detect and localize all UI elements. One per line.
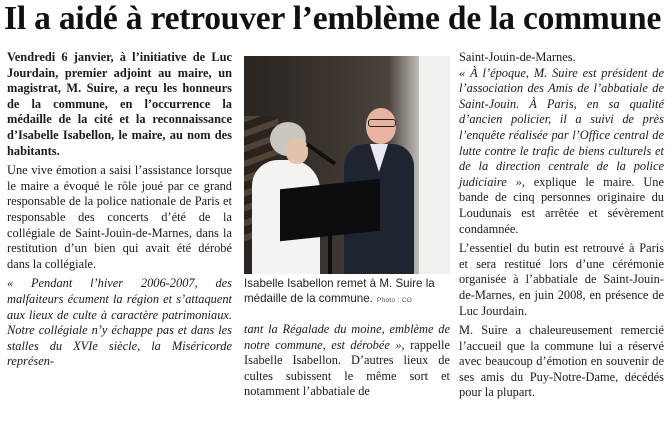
article-column-3 bbox=[459, 50, 664, 401]
article-lead-paragraph: Vendredi 6 janvier, à l’initiative de Luc Jourdain, premier adjoint au maire, un magistrat, M. Suire, a reçu les honneurs de la commune, en l’occurrence la médaille de la cité et la reconnaissance d’Isabelle Isabellon, le maire, au nom des habitants. bbox=[7, 50, 232, 158]
article-paragraph: Une vive émotion a saisi l’assistance lorsque le maire a évoqué le rôle joué par ce grand responsable de la police nationale de Paris et responsable des concerts d’été de la collégiale de Saint-Jouin-de-Marnes, dans la restitution d’un bien qui avait été dérobé dans la collégiale. bbox=[7, 163, 232, 271]
article-photo bbox=[244, 56, 450, 274]
article-paragraph: Saint-Jouin-de-Marnes. bbox=[459, 50, 576, 64]
article-quote-paragraph: « Pendant l’hiver 2006-2007, des malfaiteurs écument la région et s’attaquent aux lieux de culte à caractère patrimoniaux. Notre collégiale n’y échappe pas et dans les stalles du XVIe siècle, la Miséricorde représen- bbox=[7, 276, 232, 369]
article-text: , rappelle Isabelle Isabellon. D’autres lieux de cultes subissent le même sort et notamment l’abbatiale de bbox=[244, 337, 450, 399]
article-paragraph: M. Suire a chaleureusement remercié l’accueil que la commune lui a réservé avec beaucoup d’émotion en souvenir de ses amis du Puy-Notre-Dame, décédés pour la plupart. bbox=[459, 323, 664, 400]
article-text: , explique le maire. Une bande de cinq personnes originaire du Loudunais est arrêtée et sévèrement condamnée. bbox=[459, 174, 665, 236]
article-headline: Il a aidé à retrouver l’emblème de la commune bbox=[4, 0, 662, 37]
photo-caption bbox=[244, 277, 450, 308]
article-quote: « À l’époque, M. Suire est président de l’association des Amis de l’abbatiale de Saint-Jouin. À Paris, en sa qualité d’ancien policier, il a suivi de près l’enquête réalisée par l’Office central de lutte contre le trafic de biens culturels et de la direction centrale de la police judiciaire » bbox=[459, 65, 664, 189]
photo-credit: Photo : CO bbox=[376, 296, 413, 304]
article-column-1 bbox=[7, 50, 232, 370]
article-paragraph: L’essentiel du butin est retrouvé à Paris et sera restitué lors d’une cérémonie organisée à l’abbatiale de Saint-Jouin-de-Marnes, en juin 2008, en présence de Luc Jourdain. bbox=[459, 241, 664, 318]
article-paragraph bbox=[459, 66, 664, 238]
article-column-2 bbox=[244, 322, 450, 400]
article-quote: tant la Régalade du moine, emblème de notre commune, est dérobée » bbox=[244, 322, 450, 352]
article-paragraph bbox=[244, 322, 450, 400]
photo-caption-text: Isabelle Isabellon remet à M. Suire la médaille de la commune. bbox=[244, 277, 435, 305]
